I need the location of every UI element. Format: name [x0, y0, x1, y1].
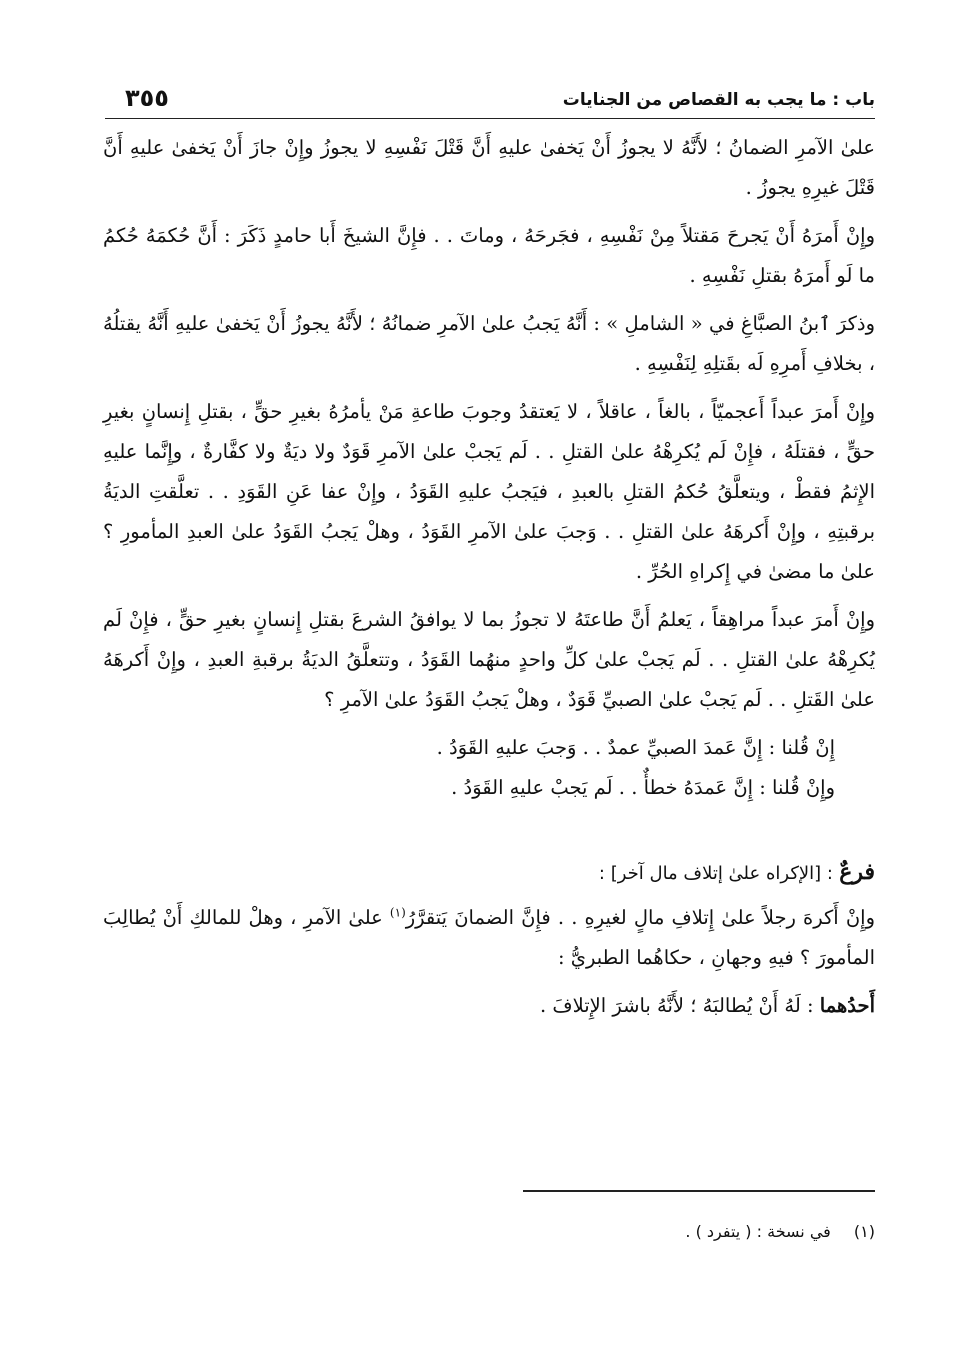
case-line: وإِنْ قُلنا : إِنَّ عَمدَهُ خطأٌ . . لَم يَجبْ عليهِ القَوَدُ .: [451, 776, 835, 799]
footnote: [103, 1222, 875, 1241]
branch-title: : [الإكراه علىٰ إتلاف مال آخر] :: [598, 863, 833, 884]
main-text: [103, 128, 875, 1034]
paragraph: وإِنْ أَمرَ عبداً مراهِقاً ، يَعلمُ أَنَّ طاعتَهُ لا تجوزُ بما لا يوافقُ الشرعَ بقتلِ إِنسانٍ بغيرِ حقٍّ ، فإِنْ لَم يُكرِهْهُ علىٰ القتلِ . . لَم يَجبْ علىٰ كلِّ واحدٍ منهُما القَوَدُ ، وتتعلَّقُ الديَةُ برقبةِ العبدِ ، وإِنْ أَكرهَهُ علىٰ القَتلِ . . لَم يَجبْ علىٰ الصبيِّ قَوَدٌ ، وهلْ يَجبُ القَوَدُ علىٰ الآمرِ ؟: [103, 608, 875, 711]
paragraph: علىٰ الآمرِ الضمانُ ؛ لأَنَّهُ لا يجوزُ أَنْ يَخفىٰ عليهِ أَنَّ قَتْلَ نَفْسِهِ لا يجوزُ وإِنْ جازَ أَنْ يَخفىٰ عليهِ أَنَّ قَتْلَ غيرِهِ يجوزُ .: [103, 136, 875, 199]
chapter-title: باب : ما يجب به القصاص من الجنايات: [562, 90, 875, 110]
header-divider: [105, 118, 875, 119]
case-line: إِنْ قُلنا : إِنَّ عَمدَ الصبيِّ عمدٌ . . وَجبَ عليهِ القَوَدُ .: [436, 736, 835, 759]
branch-label: فرعٌ: [839, 859, 875, 885]
paragraph: وإِنْ أَمرَهُ أَنْ يَجرحَ مَقتلاً مِنْ نَفْسِهِ ، فجَرحَهُ ، وماتَ . . فإِنَّ الشيخَ أَبا حامدٍ ذَكَرَ : أَنَّ حُكمَهُ حُكمُ ما لَو أَمرَهُ بقتلِ نَفْسِهِ .: [103, 224, 875, 287]
view-label: أَحدُهما: [819, 994, 875, 1017]
paragraph: [103, 986, 875, 1026]
footnote-divider: [523, 1190, 875, 1192]
paragraph: وإِنْ أَمرَ عبداً أَعجميّاً ، بالغاً ، عاقلاً ، لا يَعتقدُ وجوبَ طاعةِ مَنْ يأمرُهُ بغيرِ حقٍّ ، بقتلِ إِنسانٍ بغيرِ حقٍّ ، فقتلَهُ ، فإِنْ لَم يُكرِهْهُ علىٰ القتلِ . . لَم يَجبْ علىٰ الآمرِ قَوَدٌ ولا ديَةٌ ولا كفَّارةٌ ، وإِنَّما عليهِ الإِثمُ فقطْ ، ويتعلَّقُ حُكمُ القتلِ بالعبدِ ، فيَجبُ عليهِ القَوَدُ ، وإِنْ عفا عَنِ القَوَدِ . . تعلَّقتِ الديَةُ برقبتِهِ ، وإِنْ أَكرهَهُ علىٰ القتلِ . . وَجبَ علىٰ الآمرِ القَوَدُ ، وهلْ يَجبُ القَوَدُ علىٰ العبدِ المأمورِ ؟ علىٰ ما مضىٰ في إِكراهِ الحُرِّ .: [103, 400, 875, 583]
page-number: ٣٥٥: [125, 84, 169, 112]
view-text: : لَهُ أَنْ يُطالبَهُ ؛ لأَنَّهُ باشرَ الإِتلافَ .: [539, 994, 820, 1017]
footnote-reference[interactable]: (١): [389, 905, 406, 920]
paragraph-part: وإِنْ أَكرهَ رجلاً علىٰ إِتلافِ مالٍ لغيرِهِ . . فإِنَّ الضمانَ يَتقرَّرُ: [405, 906, 876, 929]
paragraph: [103, 898, 875, 978]
paragraph-part: علىٰ الآمرِ ، وهلْ للمالكِ أَنْ يُطالِبَ المأمورَ ؟ فيهِ وجهانِ ، حكاهُما الطبريُّ :: [103, 906, 875, 969]
paragraph: وذكرَ ٱبنُ الصبَّاغِ في « الشاملِ » : أَنَّهُ يَجبُ علىٰ الآمرِ ضمانُهُ ؛ لأَنَّهُ يجوزُ أَنْ يَخفىٰ عليهِ أَنَّهُ يقتلُهُ ، بخلافِ أَمرِهِ لَه بقَتلِهِ لِنَفْسِهِ .: [103, 312, 875, 375]
footnote-text: في نسخة : ( يتفرد ) .: [685, 1222, 831, 1241]
footnote-number: (١): [853, 1222, 875, 1241]
branch-heading: [103, 852, 875, 894]
